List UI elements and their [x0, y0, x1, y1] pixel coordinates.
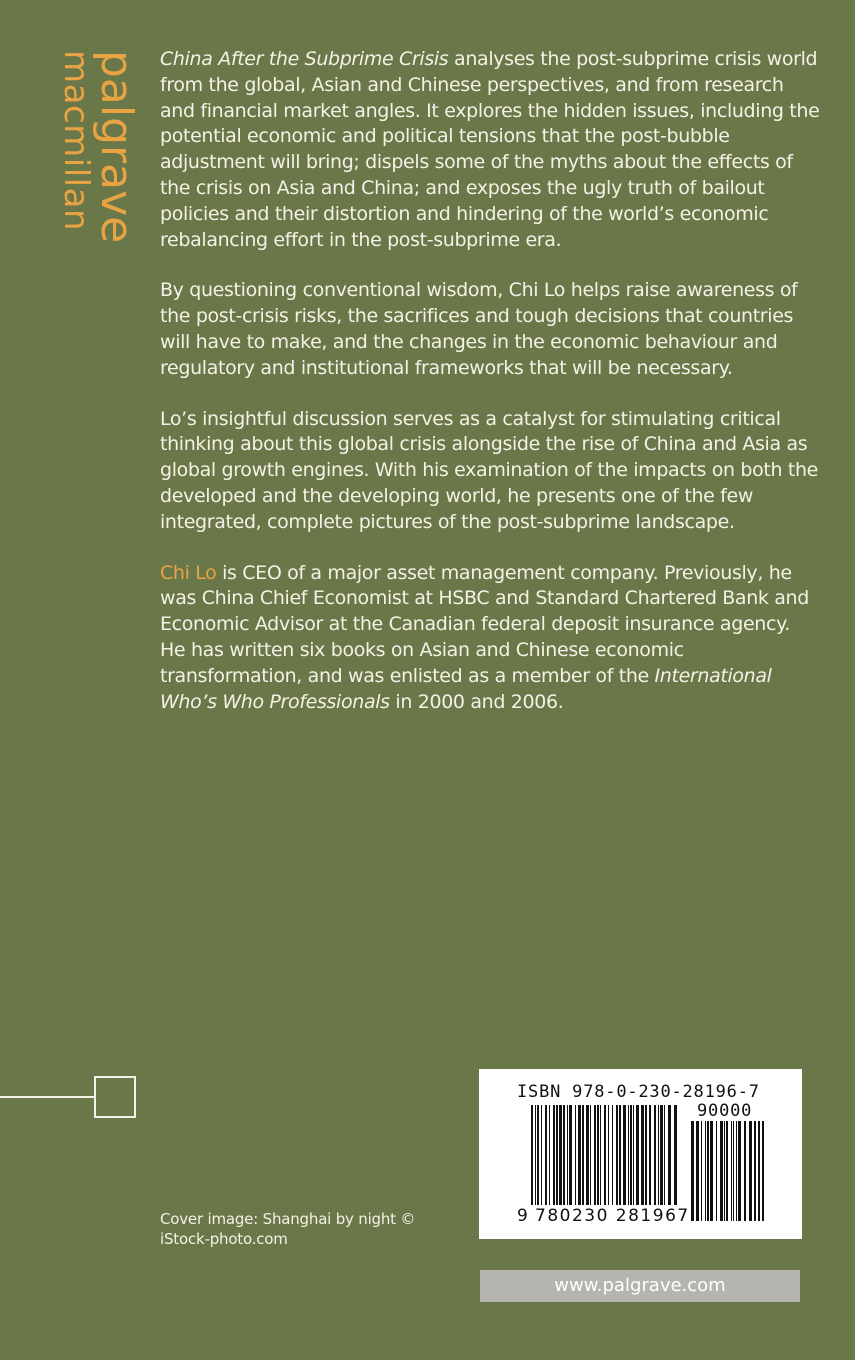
barcode-bar — [674, 1105, 677, 1205]
barcode-bar — [556, 1105, 558, 1205]
ean-first-digit: 9 — [517, 1206, 528, 1226]
blurb-paragraph-3: Lo’s insightful discussion serves as a catalyst for stimulating critical thinking about this global crisis alongside the rise of China and Asia as global growth engines. With his examination of the impacts on both the developed and the developing world, he presents one of the few integrated, complete pictures of the post-subprime landscape. — [160, 407, 819, 533]
barcode-bar — [553, 1105, 555, 1205]
barcode-bar — [541, 1105, 542, 1205]
isbn-barcode — [479, 1069, 802, 1239]
barcode-bar — [549, 1105, 550, 1205]
logo-macmillan: macmillan — [56, 50, 96, 231]
barcode-bar — [582, 1105, 584, 1205]
barcode-bar — [578, 1105, 581, 1205]
barcode-bar — [744, 1121, 746, 1221]
decorative-square — [94, 1076, 136, 1118]
barcode-bar — [535, 1105, 536, 1205]
barcode-bar — [608, 1105, 609, 1205]
barcode-bar — [569, 1105, 572, 1205]
barcode-bar — [575, 1105, 576, 1205]
author-bio — [160, 561, 820, 716]
barcode-bar — [531, 1105, 533, 1205]
barcode-bar — [600, 1105, 601, 1205]
barcode-bar — [668, 1105, 671, 1205]
barcode-bar — [633, 1105, 634, 1205]
decorative-rule — [0, 1096, 94, 1098]
barcode-bar — [559, 1105, 562, 1205]
barcode-bar — [754, 1121, 756, 1221]
barcode-bar — [720, 1121, 723, 1221]
blurb-paragraph-2: By questioning conventional wisdom, Chi Lo helps raise awareness of the post-crisis risks, the sacrifices and tough decisions that countries will have to make, and the changes in the economic behaviour and regulatory and institutional frameworks that will be necessary. — [160, 279, 798, 379]
barcode-bar — [762, 1121, 764, 1221]
barcode-bar — [594, 1105, 596, 1205]
barcode-bar — [623, 1105, 626, 1205]
price-addon-digits: 90000 — [697, 1101, 753, 1121]
barcode-bar — [731, 1121, 732, 1221]
barcode-bar — [604, 1105, 606, 1205]
blurb-text — [160, 47, 820, 740]
ean-digits: 780230 281967 — [535, 1206, 690, 1226]
barcode-bar — [658, 1105, 659, 1205]
barcode-bar — [707, 1121, 709, 1221]
cover-image-credit: Cover image: Shanghai by night © iStock-photo.com — [160, 1210, 416, 1248]
barcode-bar — [636, 1105, 639, 1205]
book-title: China After the Subprime Crisis — [160, 48, 449, 70]
barcode-bar — [645, 1105, 647, 1205]
barcode-bar — [563, 1105, 565, 1205]
blurb-paragraph-1-text: analyses the post-subprime crisis world from the global, Asian and Chinese perspectives, and from research and financial market angles. It explores the hidden issues, including the potential economic and political tensions that the post-bubble adjustment will bring; dispels some of the myths about the effects of the crisis on Asia and China; and exposes the ugly truth of bailout policies and their distortion and hindering of the world’s economic rebalancing effort in the post-subprime era. — [160, 48, 820, 251]
barcode-bar — [696, 1121, 699, 1221]
barcode-bar — [654, 1105, 656, 1205]
isbn-label: ISBN 978-0-230-28196-7 — [517, 1082, 760, 1102]
barcode-bar — [736, 1121, 737, 1221]
author-bio-text-b: in 2000 and 2006. — [389, 690, 564, 713]
barcode-bar — [738, 1121, 741, 1221]
author-bio-text-a: is CEO of a major asset management company. Previously, he was China Chief Economist at HSBC and Standard Chartered Bank and Economic Advisor at the Canadian federal deposit insurance agency. He has written six books on Asian and Chinese economic transformation, and was enlisted as a member of the — [160, 561, 809, 687]
barcode-bar — [716, 1121, 717, 1221]
barcode-bar — [616, 1105, 618, 1205]
barcode-bar — [649, 1105, 651, 1205]
barcode-bar — [545, 1105, 547, 1205]
barcode-bar — [664, 1105, 665, 1205]
barcode-bar — [537, 1105, 539, 1205]
author-name: Chi Lo — [160, 561, 217, 584]
barcode-bar — [758, 1121, 760, 1221]
barcode-bar — [597, 1105, 599, 1205]
barcode-bar — [705, 1121, 706, 1221]
barcode-bar — [586, 1105, 589, 1205]
barcode-bar — [733, 1121, 734, 1221]
blurb-paragraph-1 — [160, 47, 820, 253]
barcode-bar — [628, 1105, 629, 1205]
barcode-bar — [641, 1105, 644, 1205]
barcode-bar — [660, 1105, 663, 1205]
barcode-bar — [710, 1121, 713, 1221]
barcode-bar — [612, 1105, 613, 1205]
barcode-bar — [590, 1105, 591, 1205]
barcode-bar — [691, 1121, 694, 1221]
barcode-bar — [726, 1121, 728, 1221]
barcode-bar — [701, 1121, 702, 1221]
barcode-bar — [630, 1105, 632, 1205]
barcode-bar — [619, 1105, 621, 1205]
author-bio-italic: International Who’s Who Professionals — [160, 664, 772, 713]
publisher-logo — [46, 50, 142, 250]
website-url[interactable]: www.palgrave.com — [480, 1270, 800, 1302]
barcode-bar — [724, 1121, 725, 1221]
barcode-bar — [749, 1121, 752, 1221]
logo-palgrave: palgrave — [91, 50, 142, 244]
barcode-bar — [567, 1105, 568, 1205]
